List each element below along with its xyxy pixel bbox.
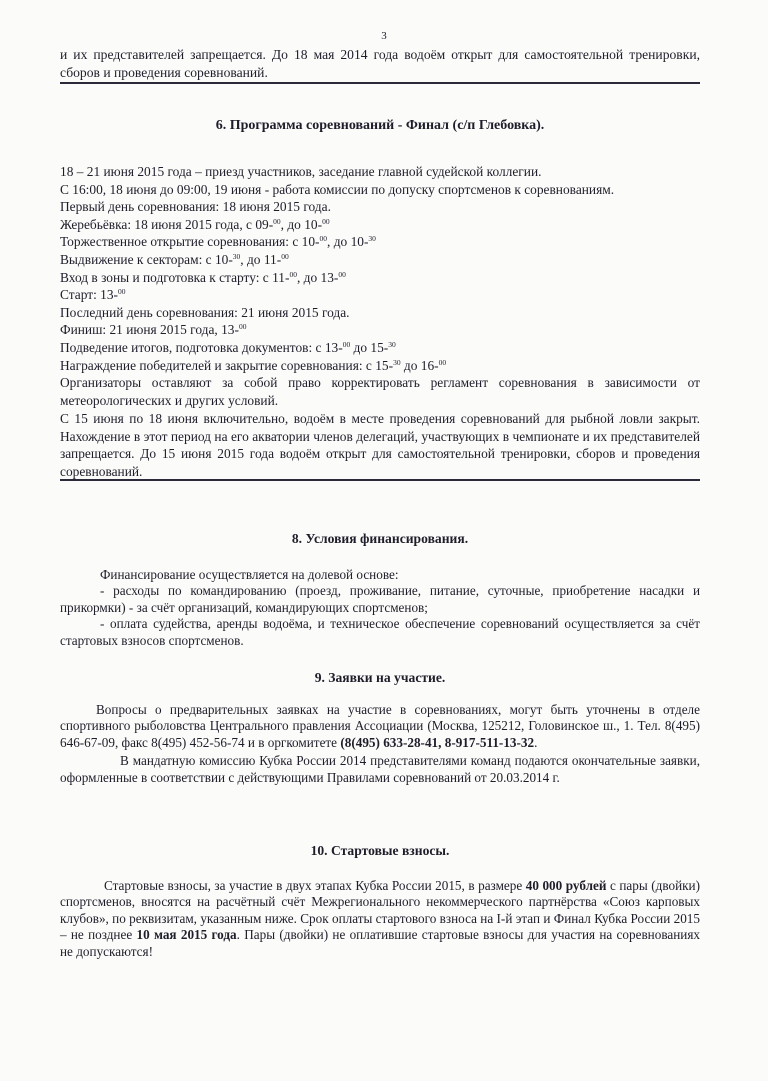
divider bbox=[60, 479, 700, 481]
fee-amount: 40 000 рублей bbox=[525, 878, 607, 893]
section10-heading: 10. Стартовые взносы. bbox=[310, 843, 450, 858]
phone-numbers: (8(495) 633-28-41, 8-917-511-13-32 bbox=[340, 734, 535, 750]
section8-heading: 8. Условия финансирования. bbox=[291, 531, 469, 546]
schedule-line: Подведение итогов, подготовка документов: с 13-$^{00}$ до 15-$^{30}$ bbox=[60, 339, 396, 355]
section8-p2: - расходы по командированию (проезд, проживание, питание, суточные, приобретение насадки и прикормки) - за счёт организаций, командирующих спортсменов; bbox=[60, 583, 700, 615]
section6-rights: Организаторы оставляют за собой право корректировать регламент соревнования в зависимости от метеорологических и других условий. bbox=[60, 375, 700, 408]
section9-p2: В мандатную комиссию Кубка России 2014 представителями команд подаются окончательные заявки, оформленные в соответствии с действующими Правилами соревнований от 20.03.2014 г. bbox=[60, 753, 700, 785]
section9-body bbox=[60, 702, 700, 786]
payment-deadline: 10 мая 2015 года bbox=[136, 927, 237, 943]
schedule-line: Торжественное открытие соревнования: с 10-$^{00}$, до 10-$^{30}$ bbox=[60, 234, 376, 250]
section8-p1: Финансирование осуществляется на долевой основе: bbox=[100, 567, 399, 582]
section9-p1: Вопросы о предварительных заявках на участие в соревнованиях, могут быть уточнены в отделе спортивного рыболовства Центрального правления Ассоциации (Москва, 125212, Головинское ш., 1. Тел. 8(495) 646-67-09, факс 8(495) 452-56-74 и в оргкомитете (8(495) 633-28-41, 8-917-511-13-32. bbox=[60, 702, 700, 750]
schedule-line: Последний день соревнования: 21 июня 2015 года. bbox=[60, 304, 350, 320]
section9-heading: 9. Заявки на участие. bbox=[314, 670, 446, 685]
section8-body bbox=[60, 567, 700, 649]
section10-body: Стартовые взносы, за участие в двух этапах Кубка России 2015, в размере 40 000 рублей с пары (двойки) спортсменов, вносятся на расчётный счёт Межрегионального некоммерческого партнёрства «Союз карповых клубов», по реквизитам, указанным ниже. Срок оплаты стартового взноса на I-й этап и Финал Кубка России 2015 – не позднее 10 мая 2015 года. Пары (двойки) не оплатившие стартовые взносы для участия на соревнованиях не допускаются! bbox=[60, 878, 701, 959]
schedule-line: Жеребьёвка: 18 июня 2015 года, с 09-$^{00}$, до 10-$^{00}$ bbox=[60, 216, 330, 232]
section8-p3: - оплата судейства, аренды водоёма, и техническое обеспечение соревнований осуществляется за счёт стартовых взносов спортсменов. bbox=[60, 616, 700, 648]
divider bbox=[60, 82, 700, 84]
schedule-line: 18 – 21 июня 2015 года – приезд участников, заседание главной судейской коллегии. bbox=[60, 164, 542, 179]
section6-heading: 6. Программа соревнований - Финал (с/п Глебовка). bbox=[215, 118, 545, 133]
schedule-line: Старт: 13-$^{00}$ bbox=[60, 287, 126, 303]
schedule-line: Вход в зоны и подготовка к старту: с 11-$^{00}$, до 13-$^{00}$ bbox=[60, 269, 346, 285]
schedule-line: С 16:00, 18 июня до 09:00, 19 июня - работа комиссии по допуску спортсменов к соревнованиям. bbox=[60, 181, 615, 197]
section6-closure: С 15 июня по 18 июня включительно, водоём в месте проведения соревнований для рыбной ловли закрыт. Нахождение в этот период на его акватории членов делегаций, участвующих в чемпионате и их представителей запрещается. До 15 июня 2015 года водоём открыт для самостоятельной тренировки, сборов и проведения соревнований. bbox=[60, 411, 700, 479]
schedule-line: Первый день соревнования: 18 июня 2015 года. bbox=[60, 199, 331, 215]
schedule-line: Финиш: 21 июня 2015 года, 13-$^{00}$ bbox=[60, 322, 247, 338]
schedule-list bbox=[60, 163, 700, 374]
schedule-line: Выдвижение к секторам: с 10-$^{30}$, до 11-$^{00}$ bbox=[60, 251, 289, 267]
intro-paragraph: и их представителей запрещается. До 18 мая 2014 года водоём открыт для самостоятельной тренировки, сборов и проведения соревнований. bbox=[60, 47, 700, 80]
schedule-line: Награждение победителей и закрытие соревнования: с 15-$^{30}$ до 16-$^{00}$ bbox=[60, 357, 447, 373]
page-number: 3 bbox=[381, 30, 387, 42]
